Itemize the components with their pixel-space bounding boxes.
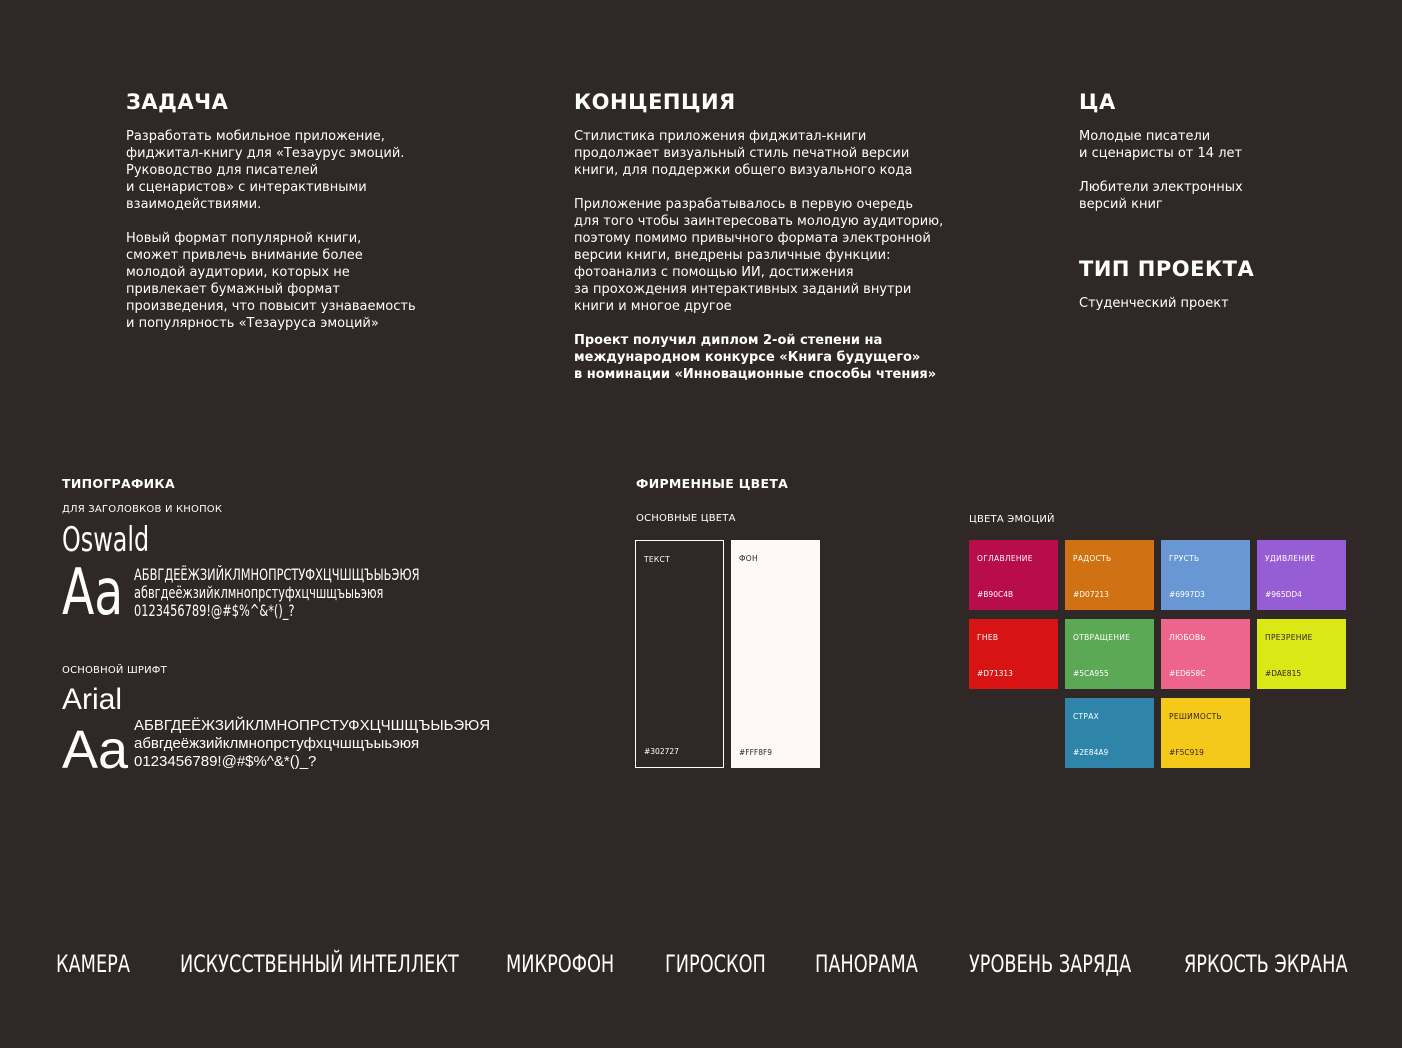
emotion-swatch-hex: #ED658C xyxy=(1169,669,1206,678)
task-paragraph-1: Разработать мобильное приложение, фиджитал-книгу для «Тезаурус эмоций. Руководство для писателей и сценаристов» с интерактивными взаимодействиями. xyxy=(126,129,405,212)
main-colors-label: ОСНОВНЫЕ ЦВЕТА xyxy=(636,513,736,524)
feature-label: ЯРКОСТЬ ЭКРАНА xyxy=(1184,950,1348,978)
emotion-swatch-name: ГРУСТЬ xyxy=(1169,554,1200,563)
main-uppercase: АБВГДЕЁЖЗИЙКЛМНОПРСТУФХЦЧШЩЪЫЬЭЮЯ xyxy=(134,717,491,734)
headings-font-name: Oswald xyxy=(62,520,150,560)
emotion-swatch xyxy=(1065,540,1154,610)
headings-lowercase: абвгдеёжзийклмнопрстуфхцчшщъыьэюя xyxy=(134,583,384,602)
headings-glyphs xyxy=(134,566,420,620)
project-type-section xyxy=(1079,257,1379,312)
swatch-text-color xyxy=(635,540,724,768)
emotion-swatch xyxy=(1161,698,1250,768)
emotion-swatch xyxy=(1257,619,1346,689)
emotion-swatch-hex: #DAE815 xyxy=(1265,669,1302,678)
emotion-swatch-hex: #F5C919 xyxy=(1169,748,1204,757)
swatch-name: ТЕКСТ xyxy=(644,555,670,564)
audience-title: ЦА xyxy=(1079,90,1116,114)
emotion-swatch-hex: #D71313 xyxy=(977,669,1013,678)
feature-label: МИКРОФОН xyxy=(506,950,615,978)
main-font-label: ОСНОВНОЙ ШРИФТ xyxy=(62,665,167,676)
swatch-background-color xyxy=(731,540,820,768)
emotion-swatch xyxy=(1065,619,1154,689)
concept-section xyxy=(574,90,994,383)
headings-uppercase: АБВГДЕЁЖЗИЙКЛМНОПРСТУФХЦЧШЩЪЫЬЭЮЯ xyxy=(134,565,420,584)
feature-label: УРОВЕНЬ ЗАРЯДА xyxy=(969,950,1132,978)
emotion-swatch-name: ОГЛАВЛЕНИЕ xyxy=(977,554,1033,563)
feature-label: КАМЕРА xyxy=(56,950,130,978)
headings-digits: 0123456789!@#$%^&*()_? xyxy=(134,601,295,620)
typography-title: ТИПОГРАФИКА xyxy=(62,476,175,491)
emotion-swatch xyxy=(969,540,1058,610)
main-font-name: Arial xyxy=(62,683,123,716)
emotion-swatch-hex: #B90C4B xyxy=(977,590,1014,599)
emotion-swatch xyxy=(1065,698,1154,768)
emotion-swatch-name: СТРАХ xyxy=(1073,712,1100,721)
emotion-swatch xyxy=(1161,540,1250,610)
brand-colors-title: ФИРМЕННЫЕ ЦВЕТА xyxy=(636,476,789,491)
task-title: ЗАДАЧА xyxy=(126,90,229,114)
emotion-swatch-hex: #965DD4 xyxy=(1265,590,1302,599)
emotion-swatch-name: ПРЕЗРЕНИЕ xyxy=(1265,633,1313,642)
headings-font-sample-aa: Aa xyxy=(62,556,124,630)
swatch-hex: #302727 xyxy=(644,747,679,756)
emotion-swatch xyxy=(1257,540,1346,610)
headings-font-label: ДЛЯ ЗАГОЛОВКОВ И КНОПОК xyxy=(62,504,223,515)
emotion-swatch xyxy=(969,619,1058,689)
concept-paragraph-2: Приложение разрабатывалось в первую очередь для того чтобы заинтересовать молодую аудиторию, поэтому помимо привычного формата электронной версии книги, внедрены различные функции: фотоанализ с помощью ИИ, достижения за прохождения интерактивных заданий внутри книги и многое другое xyxy=(574,197,944,314)
emotion-swatch-name: ЛЮБОВЬ xyxy=(1169,633,1206,642)
project-type-value: Студенческий проект xyxy=(1079,296,1229,311)
emotion-colors-title: ЦВЕТА ЭМОЦИЙ xyxy=(969,514,1055,525)
main-font-sample-aa: Aa xyxy=(62,720,129,780)
emotion-swatch-hex: #5CA955 xyxy=(1073,669,1109,678)
main-lowercase: абвгдеёжзийклмнопрстуфхцчшщъыьэюя xyxy=(134,735,420,752)
project-type-title: ТИП ПРОЕКТА xyxy=(1079,257,1255,281)
emotion-swatch-name: УДИВЛЕНИЕ xyxy=(1265,554,1316,563)
feature-label: ГИРОСКОП xyxy=(665,950,766,978)
concept-award: Проект получил диплом 2-ой степени на международном конкурсе «Книга будущего» в номинации «Инновационные способы чтения» xyxy=(574,333,937,382)
emotion-swatch-name: РЕШИМОСТЬ xyxy=(1169,712,1222,721)
audience-section xyxy=(1079,90,1379,213)
main-digits: 0123456789!@#$%^&*()_? xyxy=(134,753,317,770)
audience-paragraph-2: Любители электронных версий книг xyxy=(1079,180,1243,212)
concept-paragraph-1: Стилистика приложения фиджитал-книги продолжает визуальный стиль печатной версии книги, для поддержки общего визуального кода xyxy=(574,129,913,178)
main-glyphs xyxy=(134,717,490,771)
emotion-swatch-name: РАДОСТЬ xyxy=(1073,554,1112,563)
emotion-swatch-name: ГНЕВ xyxy=(977,633,999,642)
task-section xyxy=(126,90,526,332)
concept-title: КОНЦЕПЦИЯ xyxy=(574,90,736,114)
swatch-name: ФОН xyxy=(739,554,758,563)
audience-paragraph-1: Молодые писатели и сценаристы от 14 лет xyxy=(1079,129,1243,161)
emotion-swatch-hex: #6997D3 xyxy=(1169,590,1205,599)
task-paragraph-2: Новый формат популярной книги, сможет привлечь внимание более молодой аудитории, которых не привлекает бумажный формат произведения, что повысит узнаваемость и популярность «Тезауруса эмоций» xyxy=(126,231,416,331)
feature-label: ПАНОРАМА xyxy=(815,950,918,978)
emotion-swatch-hex: #2E84A9 xyxy=(1073,748,1109,757)
emotion-swatch-hex: #D07213 xyxy=(1073,590,1109,599)
feature-label: ИСКУССТВЕННЫЙ ИНТЕЛЛЕКТ xyxy=(180,950,459,978)
emotion-swatch xyxy=(1161,619,1250,689)
emotion-swatch-name: ОТВРАЩЕНИЕ xyxy=(1073,633,1131,642)
swatch-hex: #FFF8F9 xyxy=(739,748,773,757)
